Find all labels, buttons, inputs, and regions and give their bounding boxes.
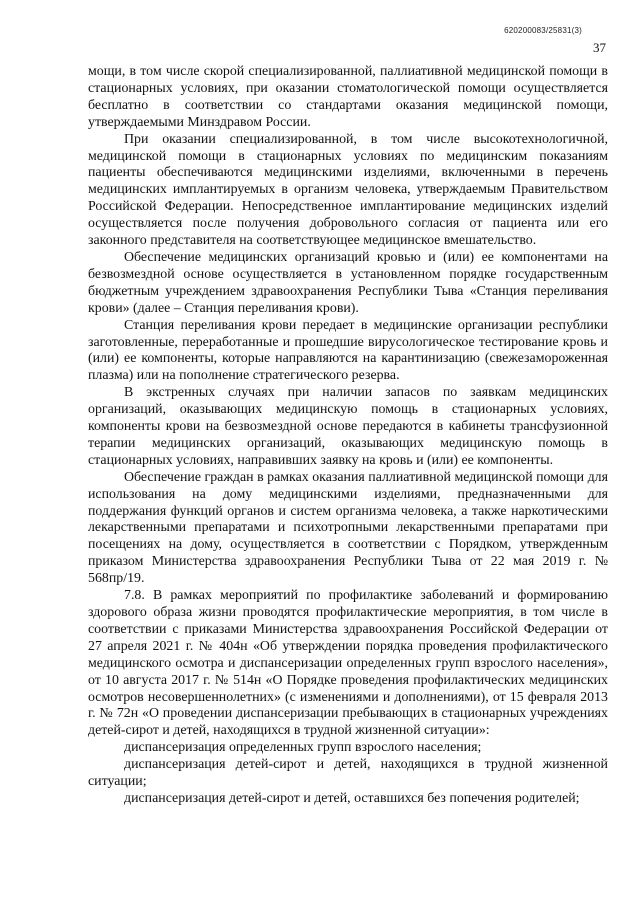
document-id: 620200083/25831(3): [504, 26, 582, 35]
paragraph: Обеспечение граждан в рамках оказания паллиативной медицинской помощи для использования на дому медицинскими изделиями, предназначенными для поддержания функций органов и систем организма человека, а также наркотическими лекарственными препаратами и психотропными лекарственными препаратами при посещениях на дому, осуществляется в соответствии с Порядком, утвержденным приказом Министерства здравоохранения Республики Тыва от 22 мая 2019 г. № 568пр/19.: [88, 469, 608, 587]
page-number: 37: [593, 40, 606, 55]
paragraph: 7.8. В рамках мероприятий по профилактике заболеваний и формированию здорового образа жизни проводятся профилактические мероприятия, в том числе в соответствии с приказами Министерства здравоохранения Российской Федерации от 27 апреля 2021 г. № 404н «Об утверждении порядка проведения профилактического медицинского осмотра и диспансеризации определенных групп взрослого населения», от 10 августа 2017 г. № 514н «О Порядке проведения профилактических медицинских осмотров несовершеннолетних» (с изменениями и дополнениями), от 15 февраля 2013 г. № 72н «О проведении диспансеризации пребывающих в стационарных учреждениях детей-сирот и детей, находящихся в трудной жизненной ситуации»:: [88, 588, 608, 739]
paragraph: Станция переливания крови передает в медицинские организации республики заготовленные, переработанные и прошедшие вирусологическое тестирование кровь и (или) ее компоненты, которые направляются на карантинизацию (свежезамороженная плазма) или на пополнение стратегического резерва.: [88, 317, 608, 384]
list-item: диспансеризация детей-сирот и детей, находящихся в трудной жизненной ситуации;: [88, 757, 608, 790]
paragraph: Обеспечение медицинских организаций кровью и (или) ее компонентами на безвозмездной основе осуществляется в установленном порядке государственным бюджетным учреждением здравоохранения Республики Тыва «Станция переливания крови» (далее – Станция переливания крови).: [88, 249, 608, 316]
paragraph: При оказании специализированной, в том числе высокотехнологичной, медицинской помощи в стационарных условиях по медицинским показаниям пациенты обеспечиваются медицинскими изделиями, включенными в перечень медицинских имплантируемых в организм человека, утверждаемым Правительством Российской Федерации. Непосредственное имплантирование медицинских изделий осуществляется после получения добровольного согласия от пациента или его законного представителя на соответствующее медицинское вмешательство.: [88, 131, 608, 249]
document-body: [88, 64, 608, 808]
list-item: диспансеризация детей-сирот и детей, оставшихся без попечения родителей;: [124, 790, 580, 806]
paragraph: мощи, в том числе скорой специализированной, паллиативной медицинской помощи в стационарных условиях, при оказании стоматологической помощи осуществляется бесплатно в соответствии со стандартами оказания медицинской помощи, утверждаемыми Минздравом России.: [88, 64, 608, 130]
paragraph: В экстренных случаях при наличии запасов по заявкам медицинских организаций, оказывающих медицинскую помощь в стационарных условиях, компоненты крови на безвозмездной основе передаются в кабинеты трансфузионной терапии медицинских организаций, оказывающих медицинскую помощь в стационарных условиях, направивших заявку на кровь и (или) ее компоненты.: [88, 385, 608, 468]
list-item: диспансеризация определенных групп взрослого населения;: [124, 740, 482, 756]
